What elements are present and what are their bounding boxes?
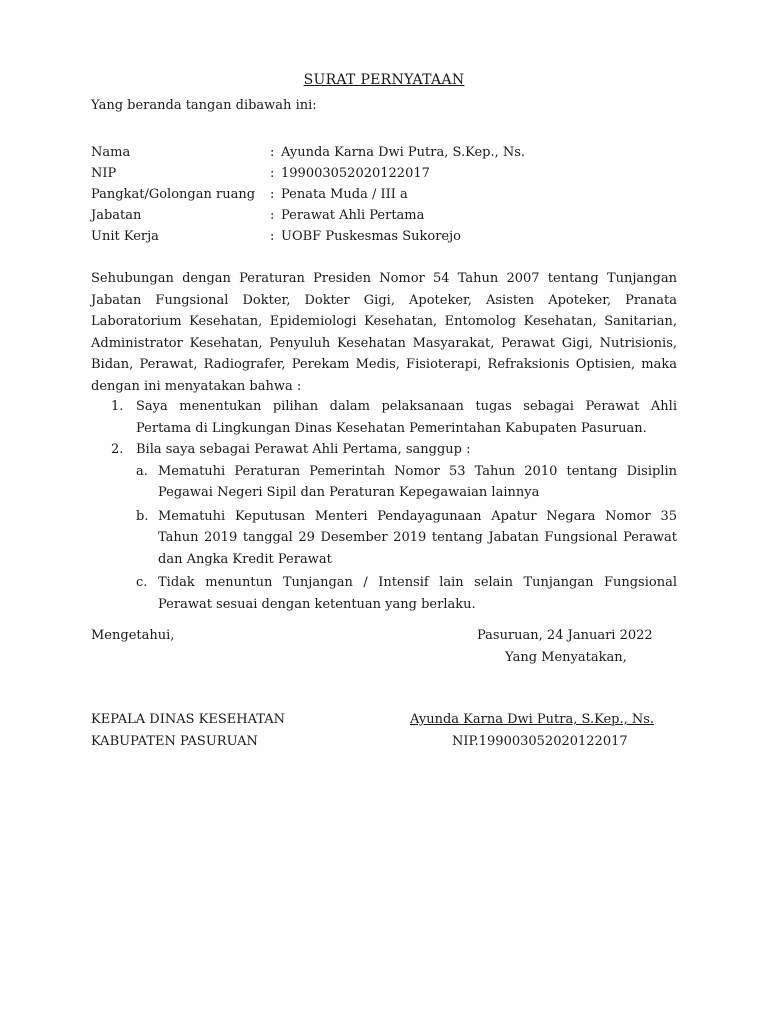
sub-list-item <box>91 506 677 571</box>
list-item <box>91 396 677 439</box>
identity-value: Penata Muda / III a <box>281 187 408 202</box>
head-title-line1: KEPALA DINAS KESEHATAN <box>91 712 285 727</box>
identity-colon: : <box>270 229 275 244</box>
declarant-label: Yang Menyatakan, <box>505 650 627 665</box>
sub-list-text: Tidak menuntun Tunjangan / Intensif lain selain Tunjangan Fungsional Perawat sesuai dengan ketentuan yang berlaku. <box>158 575 677 612</box>
acknowledged-label: Mengetahui, <box>91 628 175 643</box>
list-text: Bila saya sebagai Perawat Ahli Pertama, sanggup : <box>136 442 471 457</box>
identity-value: 199003052020122017 <box>281 166 430 181</box>
sub-list-letter: a. <box>136 463 148 479</box>
identity-label: Jabatan <box>91 208 142 223</box>
sub-list-text: Mematuhi Keputusan Menteri Pendayagunaan Apatur Negara Nomor 35 Tahun 2019 tanggal 29 Desember 2019 tentang Jabatan Fungsional Perawat dan Angka Kredit Perawat <box>158 508 677 567</box>
sub-list-item <box>91 572 677 615</box>
identity-value: Ayunda Karna Dwi Putra, S.Kep., Ns. <box>281 145 526 160</box>
identity-value: Perawat Ahli Pertama <box>281 208 425 223</box>
identity-label: Unit Kerja <box>91 229 159 244</box>
declarant-nip: NIP.199003052020122017 <box>452 734 628 749</box>
identity-value: UOBF Puskesmas Sukorejo <box>281 229 461 244</box>
identity-label: Nama <box>91 145 131 160</box>
head-title-line2: KABUPATEN PASURUAN <box>91 734 258 749</box>
main-paragraph: Sehubungan dengan Peraturan Presiden Nomor 54 Tahun 2007 tentang Tunjangan Jabatan Fungsional Dokter, Dokter Gigi, Apoteker, Asisten Apoteker, Pranata Laboratorium Kesehatan, Epidemiologi Kesehatan, Entomolog Kesehatan, Sanitarian, Administrator Kesehatan, Penyuluh Kesehatan Masyarakat, Perawat Gigi, Nutrisionis, Bidan, Perawat, Radiografer, Perekam Medis, Fisioterapi, Refraksionis Optisien, maka dengan ini menyatakan bahwa : <box>91 271 677 394</box>
document-title: SURAT PERNYATAAN <box>303 72 465 88</box>
declarant-name: Ayunda Karna Dwi Putra, S.Kep., Ns. <box>410 712 655 727</box>
list-number: 1. <box>111 399 124 414</box>
list-number: 2. <box>111 442 124 457</box>
identity-colon: : <box>270 208 275 223</box>
sub-list-item <box>91 461 677 504</box>
list-text: Saya menentukan pilihan dalam pelaksanaan tugas sebagai Perawat Ahli Pertama di Lingkungan Dinas Kesehatan Pemerintahan Kabupaten Pasuruan. <box>136 399 677 436</box>
statement-list <box>91 396 677 615</box>
sub-list-letter: b. <box>136 508 149 524</box>
intro-text: Yang beranda tangan dibawah ini: <box>91 98 317 113</box>
sub-list-letter: c. <box>136 575 148 590</box>
sub-list-text: Mematuhi Peraturan Pemerintah Nomor 53 Tahun 2010 tentang Disiplin Pegawai Negeri Sipil dan Peraturan Kepegawaian lainnya <box>158 463 677 500</box>
identity-colon: : <box>270 187 275 202</box>
identity-colon: : <box>270 145 275 160</box>
place-date: Pasuruan, 24 Januari 2022 <box>477 628 653 643</box>
identity-colon: : <box>270 166 275 181</box>
identity-label: NIP <box>91 166 117 181</box>
identity-label: Pangkat/Golongan ruang <box>91 187 256 202</box>
list-item <box>91 439 677 461</box>
